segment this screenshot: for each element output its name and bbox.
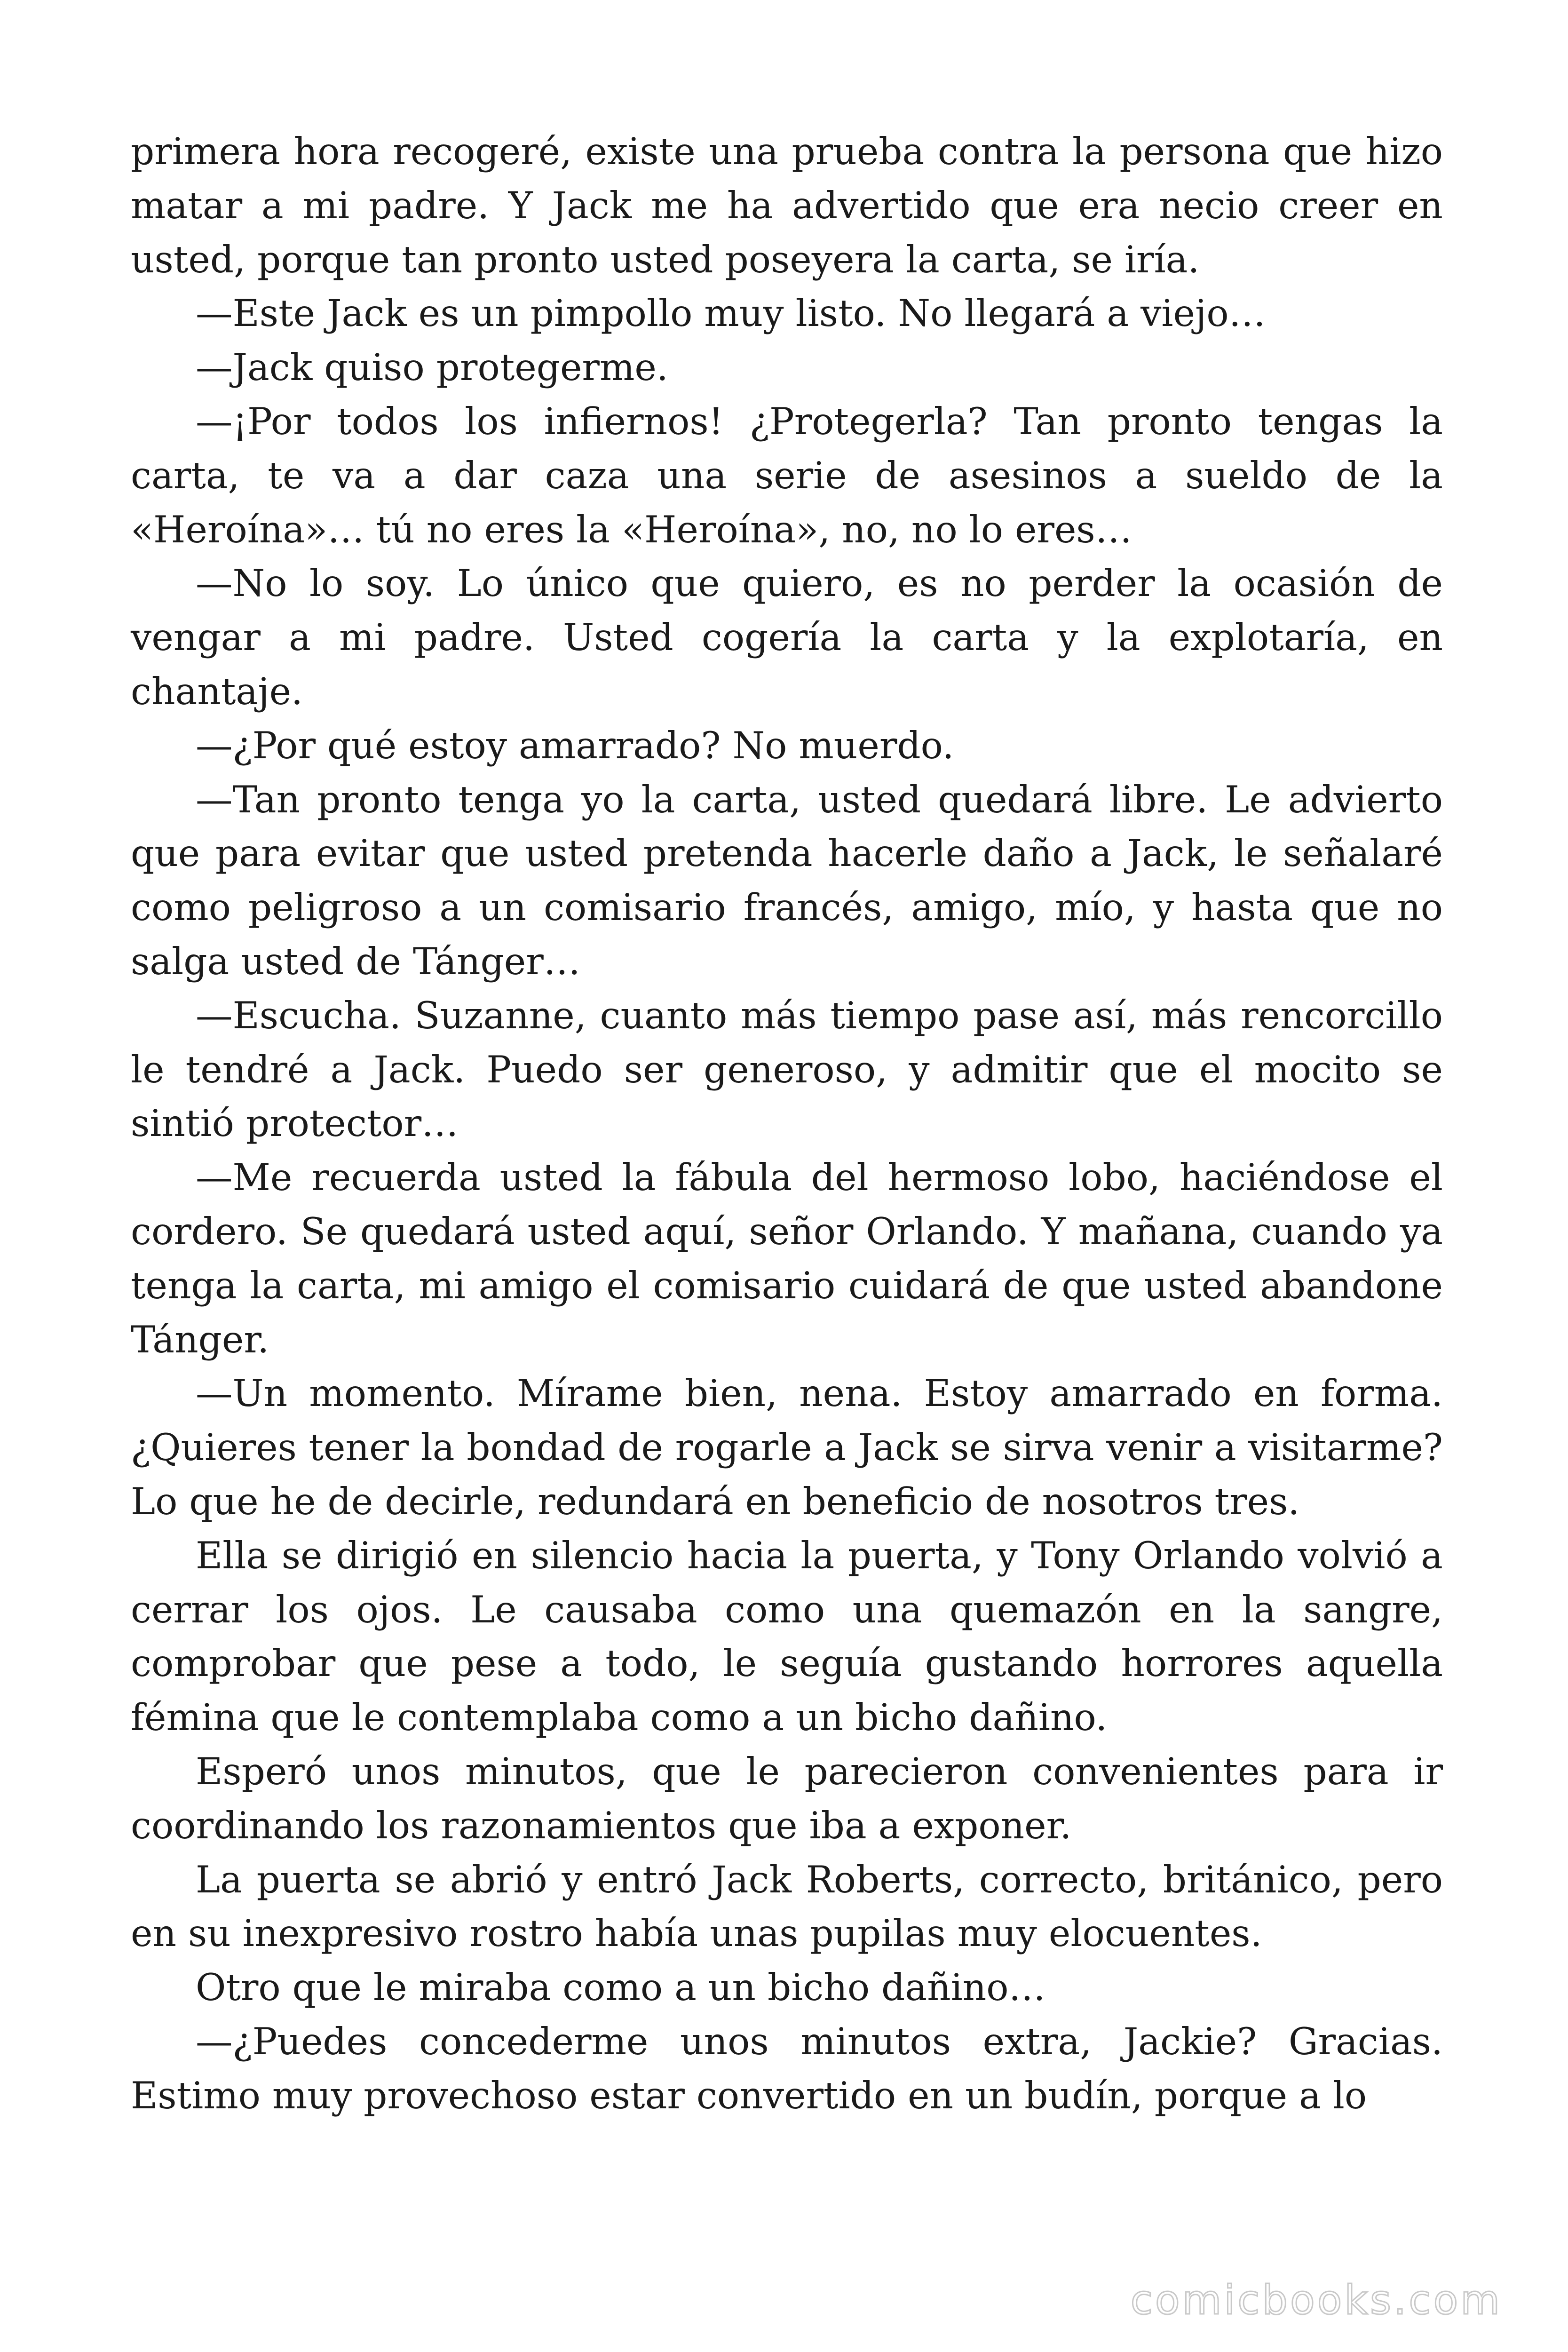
paragraph-continued: primera hora recogeré, existe una prueba contra la persona que hizo matar a mi padre. Y Jack me ha advertido que era necio creer en usted, porque tan pronto usted poseyera la carta, se iría.: [131, 130, 1443, 281]
paragraph: Otro que le miraba como a un bicho dañino…: [196, 1966, 1046, 2010]
paragraph: —Me recuerda usted la fábula del hermoso lobo, haciéndose el cordero. Se quedará usted aquí, señor Orlando. Y mañana, cuando ya tenga la carta, mi amigo el comisario cuidará de que usted abandone Tánger.: [131, 1156, 1443, 1361]
paragraph: —Escucha. Suzanne, cuanto más tiempo pase así, más rencorcillo le tendré a Jack. Puedo ser generoso, y admitir que el mocito se sintió protector…: [131, 993, 1443, 1145]
paragraph: —Un momento. Mírame bien, nena. Estoy amarrado en forma. ¿Quieres tener la bondad de rogarle a Jack se sirva venir a visitarme? Lo que he de decirle, redundará en beneficio de nosotros tres.: [131, 1372, 1443, 1523]
paragraph: —¡Por todos los infiernos! ¿Protegerla? Tan pronto tengas la carta, te va a dar caza una serie de asesinos a sueldo de la «Heroína»… tú no eres la «Heroína», no, no lo eres…: [131, 399, 1443, 551]
paragraph: —¿Por qué estoy amarrado? No muerdo.: [196, 723, 954, 767]
paragraph: —No lo soy. Lo único que quiero, es no perder la ocasión de vengar a mi padre. Usted cogería la carta y la explotaría, en chantaje.: [131, 562, 1443, 713]
paragraph: —Jack quiso protegerme.: [196, 346, 668, 389]
paragraph: Ella se dirigió en silencio hacia la puerta, y Tony Orlando volvió a cerrar los ojos. Le causaba como una quemazón en la sangre, comprobar que pese a todo, le seguía gustando horrores aquella fémina que le contemplaba como a un bicho dañino.: [131, 1534, 1443, 1740]
paragraph: —¿Puedes concederme unos minutos extra, Jackie? Gracias. Estimo muy provechoso estar convertido en un budín, porque a lo: [131, 2019, 1443, 2117]
body-text: [131, 125, 1443, 2122]
paragraph: —Este Jack es un pimpollo muy listo. No llegará a viejo…: [196, 292, 1266, 335]
paragraph: Esperó unos minutos, que le parecieron convenientes para ir coordinando los razonamientos que iba a exponer.: [131, 1749, 1443, 1847]
watermark: comicbooks.com: [1130, 2277, 1502, 2324]
paragraph: —Tan pronto tenga yo la carta, usted quedará libre. Le advierto que para evitar que usted pretenda hacerle daño a Jack, le señalaré como peligroso a un comisario francés, amigo, mío, y hasta que no salga usted de Tánger…: [131, 778, 1443, 983]
paragraph: La puerta se abrió y entró Jack Roberts, correcto, británico, pero en su inexpresivo rostro había unas pupilas muy elocuentes.: [131, 1858, 1443, 1955]
